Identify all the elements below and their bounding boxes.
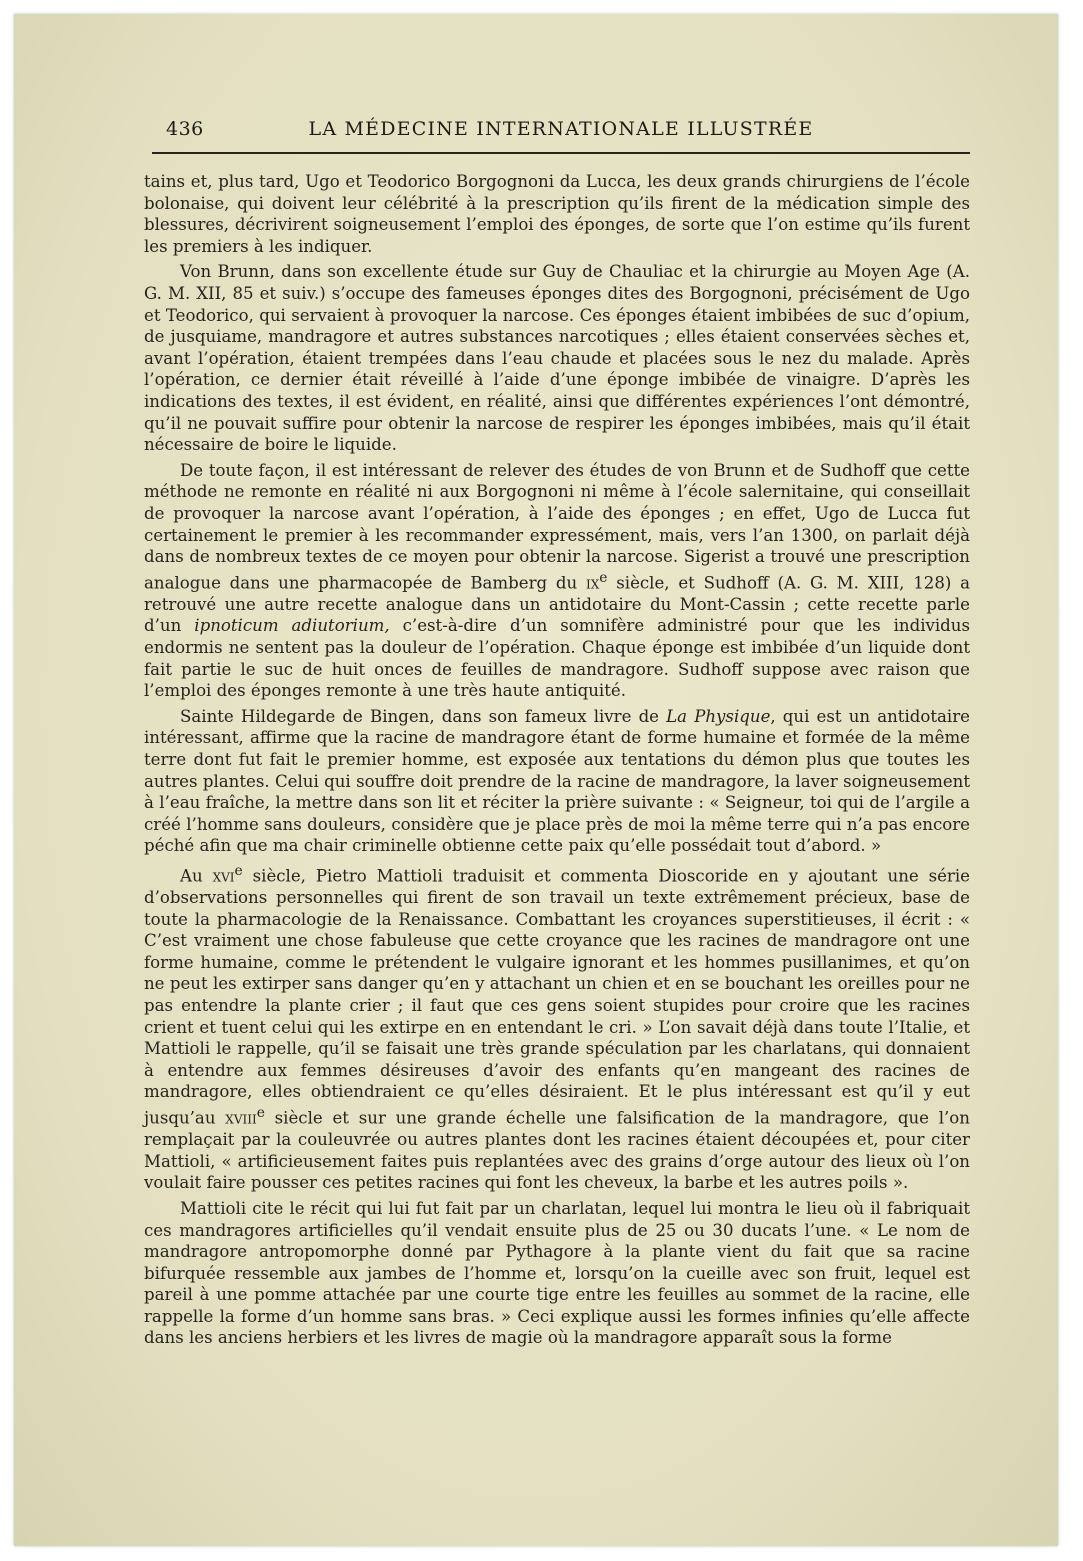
century-numeral: ix bbox=[586, 573, 600, 593]
paragraph-5-text-a: Au bbox=[180, 866, 213, 886]
paragraph-3-text-b: siècle, et Sudhoff (A. G. M. XIII, 128) a retrouvé une autre recette analogue dans un antidotaire du Mont-Cassin ; cette recette parle d’un bbox=[144, 573, 970, 636]
paragraph-4 bbox=[144, 706, 970, 857]
running-head: LA MÉDECINE INTERNATIONALE ILLUSTRÉE bbox=[308, 118, 814, 140]
page-number: 436 bbox=[166, 118, 204, 140]
century-numeral: xviii bbox=[225, 1108, 257, 1128]
paragraph-4-text-a: Sainte Hildegarde de Bingen, dans son fameux livre de bbox=[180, 706, 667, 726]
latin-term: ipnoticum adiutorium, bbox=[194, 616, 390, 636]
paragraph-3-text-c: c’est-à-dire d’un somnifère administré pour que les individus endormis ne sentent pas la douleur de l’opération. Chaque éponge est imbibée d’un liquide dont fait partie le suc de huit onces de feuilles de mandragore. Sudhoff suppose avec raison que l’emploi des éponges remonte à une très haute antiquité. bbox=[144, 616, 971, 701]
paragraph-3: De toute façon, il est intéressant de relever des études de von Brunn et de Sudhoff que cette méthode ne remonte en réalité ni aux Borgognoni ni même à l’école salernitaine, qui conseillait de provoquer la narcose avant l’opération, à l’aide des éponges ; en effet, Ugo de Lucca fut certainement le premier à les recommander expressément, mais, vers l’an 1300, on parlait déjà dans de nombreux textes de ce moyen pour obtenir la narcose. Sigerist a trouvé une prescription analogue dans une pharmacopée de Bamberg du $ix^e$ siècle, et Sudhoff (A. G. M. XIII, 128) a retrouvé une autre recette analogue dans un antidotaire du Mont-Cassin ; cette recette parle d’un ipnoticum adiutorium, c’est-à-dire d’un somnifère administré pour que les individus endormis ne sentent pas la douleur de l’opération. Chaque éponge est imbibée d’un liquide dont fait partie le suc de huit onces de feuilles de mandragore. Sudhoff suppose avec raison que l’emploi des éponges remonte à une très haute antiquité. bbox=[144, 460, 971, 701]
paragraph-5-text-c: siècle et sur une grande échelle une falsification de la mandragore, que l’on remplaçait par la couleuvrée ou autres plantes dont les racines étaient découpées et, pour citer Mattioli, « artificieusement faites puis replantées avec des grains d’orge autour des lieux où l’on voulait faire pousser ces petites racines qui font les cheveux, la barbe et les autres poils ». bbox=[144, 1108, 970, 1193]
paragraph-2: Von Brunn, dans son excellente étude sur Guy de Chauliac et la chirurgie au Moyen Age (A. G. M. XII, 85 et suiv.) s’occupe des fameuses éponges dites des Borgognoni, précisément de Ugo et Teodorico, qui servaient à provoquer la narcose. Ces éponges étaient imbibées de suc d’opium, de jusquiame, mandragore et autres substances narcotiques ; elles étaient conservées sèches et, avant l’opération, étaient trempées dans l’eau chaude et placées sous le nez du malade. Après l’opération, ce dernier était réveillé à l’aide d’une éponge imbibée de vinaigre. D’après les indications des textes, il est évident, en réalité, ainsi que différentes expériences l’ont démontré, qu’il ne pouvait suffire pour obtenir la narcose de respirer les éponges imbibées, mais qu’il était nécessaire de boire le liquide. bbox=[144, 262, 970, 455]
century-numeral: xvi bbox=[212, 866, 235, 886]
paragraph-5-text-b: siècle, Pietro Mattioli traduisit et commenta Dioscoride en y ajoutant une série d’observations personnelles qui firent de son travail un texte extrêmement précieux, base de toute la pharmacologie de la Renaissance. Combattant les croyances superstitieuses, il écrit : « C’est vraiment une chose fabuleuse que cette croyance que les racines de mandragore ont une forme humaine, comme le prétendent le vulgaire ignorant et les hommes pusillanimes, et qu’on ne peut les extirper sans danger qu’en y attachant un chien et en se bouchant les oreilles pour ne pas entendre la plante crier ; il faut que ces gens soient stupides pour croire que les racines crient et tuent celui qui les extirpe en en entendant le cri. » L’on savait déjà dans toute l’Italie, et Mattioli le rappelle, qu’il se faisait une très grande spéculation par les charlatans, qui donnaient à entendre aux femmes désireuses d’avoir des enfants qu’en mangeant des racines de mandragore, elles obtiendraient ce qu’elles désiraient. Et le plus intéressant est qu’il y eut jusqu’au bbox=[144, 866, 970, 1128]
paragraph-6: Mattioli cite le récit qui lui fut fait par un charlatan, lequel lui montra le lieu où il fabriquait ces mandragores artificielles qu’il vendait ensuite plus de 25 ou 30 ducats l’une. « Le nom de mandragore antropomorphe donné par Pythagore à la plante vient du fait que sa racine bifurquée ressemble aux jambes de l’homme et, lorsqu’on la cueille avec son fruit, lequel est pareil à une pomme attachée par une courte tige entre les feuilles au sommet de la racine, elle rappelle la forme d’un homme sans bras. » Ceci explique aussi les formes infinies qu’elle affecte dans les anciens herbiers et les livres de magie où la mandragore apparaît sous la forme bbox=[144, 1198, 970, 1348]
paragraph-4-text-b: , qui est un antidotaire intéressant, affirme que la racine de mandragore étant de forme humaine et formée de la même terre dont fut fait le premier homme, est exposée aux tentations du démon plus que toutes les autres plantes. Celui qui souffre doit prendre de la racine de mandragore, la laver soigneusement à l’eau fraîche, la mettre dans son lit et réciter la prière suivante : « Seigneur, toi qui de l’argile a créé l’homme sans douleurs, considère que je place près de moi la même terre qui n’a pas encore péché afin que ma chair criminelle obtienne cette paix qu’elle possédait tout d’abord. » bbox=[144, 706, 970, 856]
paragraph-5: Au xvi$^e$ siècle, Pietro Mattioli traduisit et commenta Dioscoride en y ajoutant une série d’observations personnelles qui firent de son travail un texte extrêmement précieux, base de toute la pharmacologie de la Renaissance. Combattant les croyances superstitieuses, il écrit : « C’est vraiment une chose fabuleuse que cette croyance que les racines de mandragore ont une forme humaine, comme le prétendent le vulgaire ignorant et les hommes pusillanimes, et qu’on ne peut les extirper sans danger qu’en y attachant un chien et en se bouchant les oreilles pour ne pas entendre la plante crier ; il faut que ces gens soient stupides pour croire que les racines crient et tuent celui qui les extirpe en en entendant le cri. » L’on savait déjà dans toute l’Italie, et Mattioli le rappelle, qu’il se faisait une très grande spéculation par les charlatans, qui donnaient à entendre aux femmes désireuses d’avoir des enfants qu’en mangeant des racines de mandragore, elles obtiendraient ce qu’elles désiraient. Et le plus intéressant est qu’il y eut jusqu’au xviii$^e$ siècle et sur une grande échelle une falsification de la mandragore, que l’on remplaçait par la couleuvrée ou autres plantes dont les racines étaient découpées et, pour citer Mattioli, « artificieusement faites puis replantées avec des grains d’orge autour des lieux où l’on voulait faire pousser ces petites racines qui font les cheveux, la barbe et les autres poils ». bbox=[144, 862, 970, 1193]
article-body bbox=[144, 171, 970, 1353]
header-rule bbox=[152, 152, 970, 154]
page-header bbox=[152, 116, 970, 152]
paragraph-3-text-a: De toute façon, il est intéressant de relever des études de von Brunn et de Sudhoff que cette méthode ne remonte en réalité ni aux Borgognoni ni même à l’école salernitaine, qui conseillait de provoquer la narcose avant l’opération, à l’aide des éponges ; en effet, Ugo de Lucca fut certainement le premier à les recommander expressément, mais, vers l’an 1300, on parlait déjà dans de nombreux textes de ce moyen pour obtenir la narcose. Sigerist a trouvé une prescription analogue dans une pharmacopée de Bamberg du bbox=[144, 460, 970, 593]
book-title: La Physique bbox=[666, 706, 771, 726]
paragraph-1: tains et, plus tard, Ugo et Teodorico Borgognoni da Lucca, les deux grands chirurgiens de l’école bolonaise, qui doivent leur célébrité à la prescription qu’ils firent de la médication simple des blessures, décrivirent soigneusement l’emploi des éponges, de sorte que l’on estime qu’ils furent les premiers à les indiquer. bbox=[144, 172, 970, 256]
